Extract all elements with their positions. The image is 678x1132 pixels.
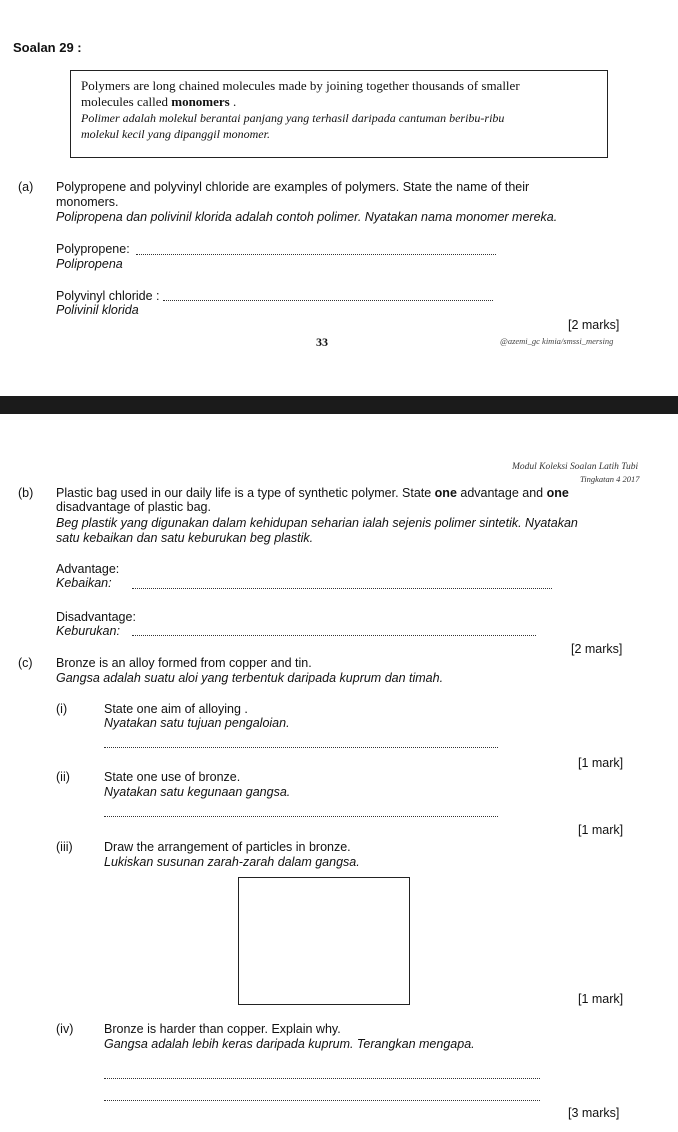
part-c-i-marks: [1 mark] bbox=[578, 756, 624, 770]
module-header-line1: Modul Koleksi Soalan Latih Tubi bbox=[512, 462, 639, 472]
part-c-ms-line: Gangsa adalah suatu aloi yang terbentuk daripada kuprum dan timah. bbox=[56, 671, 444, 685]
part-c-ii-label: (ii) bbox=[56, 770, 70, 784]
part-c-ii-en: State one use of bronze. bbox=[104, 770, 241, 784]
part-c-i-en: State one aim of alloying . bbox=[104, 702, 248, 716]
part-b-ms-line2: satu kebaikan dan satu keburukan beg plastik. bbox=[56, 531, 314, 545]
part-b-marks: [2 marks] bbox=[571, 642, 623, 656]
part-a-label: (a) bbox=[18, 180, 34, 194]
part-b-ms-line1: Beg plastik yang digunakan dalam kehidupan seharian ialah sejenis polimer sintetik. Nyatakan bbox=[56, 516, 578, 530]
part-a-en-line2: monomers. bbox=[56, 195, 119, 209]
part-a-marks: [2 marks] bbox=[568, 318, 620, 332]
part-c-ii-marks: [1 mark] bbox=[578, 823, 624, 837]
part-c-i-ms: Nyatakan satu tujuan pengaloian. bbox=[104, 716, 290, 730]
monomers-term: monomers bbox=[171, 94, 230, 109]
part-c-i-answer-line[interactable] bbox=[104, 747, 498, 748]
one-advantage-bold: one bbox=[434, 486, 457, 500]
polivinil-klorida-label: Polivinil klorida bbox=[56, 303, 139, 317]
intro-ms-line2: molekul kecil yang dipanggil monomer. bbox=[81, 127, 270, 141]
module-header-line2: Tingkatan 4 2017 bbox=[580, 474, 640, 484]
kebaikan-label: Kebaikan: bbox=[56, 576, 112, 590]
intro-en-line2: molecules called monomers . bbox=[81, 94, 237, 109]
disadvantage-label: Disadvantage: bbox=[56, 610, 136, 624]
part-a-ms-line: Polipropena dan polivinil klorida adalah contoh polimer. Nyatakan nama monomer mereka. bbox=[56, 210, 558, 224]
part-c-iv-ms: Gangsa adalah lebih keras daripada kuprum. Terangkan mengapa. bbox=[104, 1037, 475, 1051]
page-break-band bbox=[0, 396, 678, 414]
part-c-iii-en: Draw the arrangement of particles in bronze. bbox=[104, 840, 351, 854]
part-b-en-line1: Plastic bag used in our daily life is a type of synthetic polymer. State one advantage and one bbox=[56, 486, 569, 500]
polyvinyl-chloride-label: Polyvinyl chloride : bbox=[56, 289, 160, 303]
particle-drawing-box[interactable] bbox=[238, 877, 410, 1005]
part-c-iv-answer-line-2[interactable] bbox=[104, 1100, 540, 1101]
polyvinyl-chloride-answer-line[interactable] bbox=[163, 300, 493, 301]
disadvantage-answer-line[interactable] bbox=[132, 635, 536, 636]
part-c-i-label: (i) bbox=[56, 702, 68, 716]
part-c-iii-label: (iii) bbox=[56, 840, 73, 854]
part-c-en-line: Bronze is an alloy formed from copper and tin. bbox=[56, 656, 312, 670]
keburukan-label: Keburukan: bbox=[56, 624, 120, 638]
one-disadvantage-bold: one bbox=[546, 486, 569, 500]
part-b-en-line2: disadvantage of plastic bag. bbox=[56, 500, 211, 514]
part-c-ii-ms: Nyatakan satu kegunaan gangsa. bbox=[104, 785, 291, 799]
part-c-iii-ms: Lukiskan susunan zarah-zarah dalam gangsa. bbox=[104, 855, 360, 869]
footer-credit: @azemi_gc kimia/smssi_mersing bbox=[500, 336, 614, 346]
polipropena-label: Polipropena bbox=[56, 257, 123, 271]
intro-en-line1: Polymers are long chained molecules made by joining together thousands of smaller bbox=[81, 78, 520, 93]
polypropene-answer-line[interactable] bbox=[136, 254, 496, 255]
part-c-iv-label: (iv) bbox=[56, 1022, 74, 1036]
part-c-iii-marks: [1 mark] bbox=[578, 992, 624, 1006]
part-c-label: (c) bbox=[18, 656, 33, 670]
part-a-en-line1: Polypropene and polyvinyl chloride are examples of polymers. State the name of their bbox=[56, 180, 530, 194]
intro-ms-line1: Polimer adalah molekul berantai panjang yang terhasil daripada cantuman beribu-ribu bbox=[81, 111, 505, 125]
question-title: Soalan 29 : bbox=[13, 40, 82, 55]
polypropene-label: Polypropene: bbox=[56, 242, 130, 256]
part-c-ii-answer-line[interactable] bbox=[104, 816, 498, 817]
part-b-label: (b) bbox=[18, 486, 34, 500]
part-c-iv-answer-line-1[interactable] bbox=[104, 1078, 540, 1079]
part-c-iv-en: Bronze is harder than copper. Explain why. bbox=[104, 1022, 341, 1036]
part-c-iv-marks: [3 marks] bbox=[568, 1106, 620, 1120]
advantage-answer-line[interactable] bbox=[132, 588, 552, 589]
advantage-label: Advantage: bbox=[56, 562, 120, 576]
page-number: 33 bbox=[316, 335, 328, 349]
